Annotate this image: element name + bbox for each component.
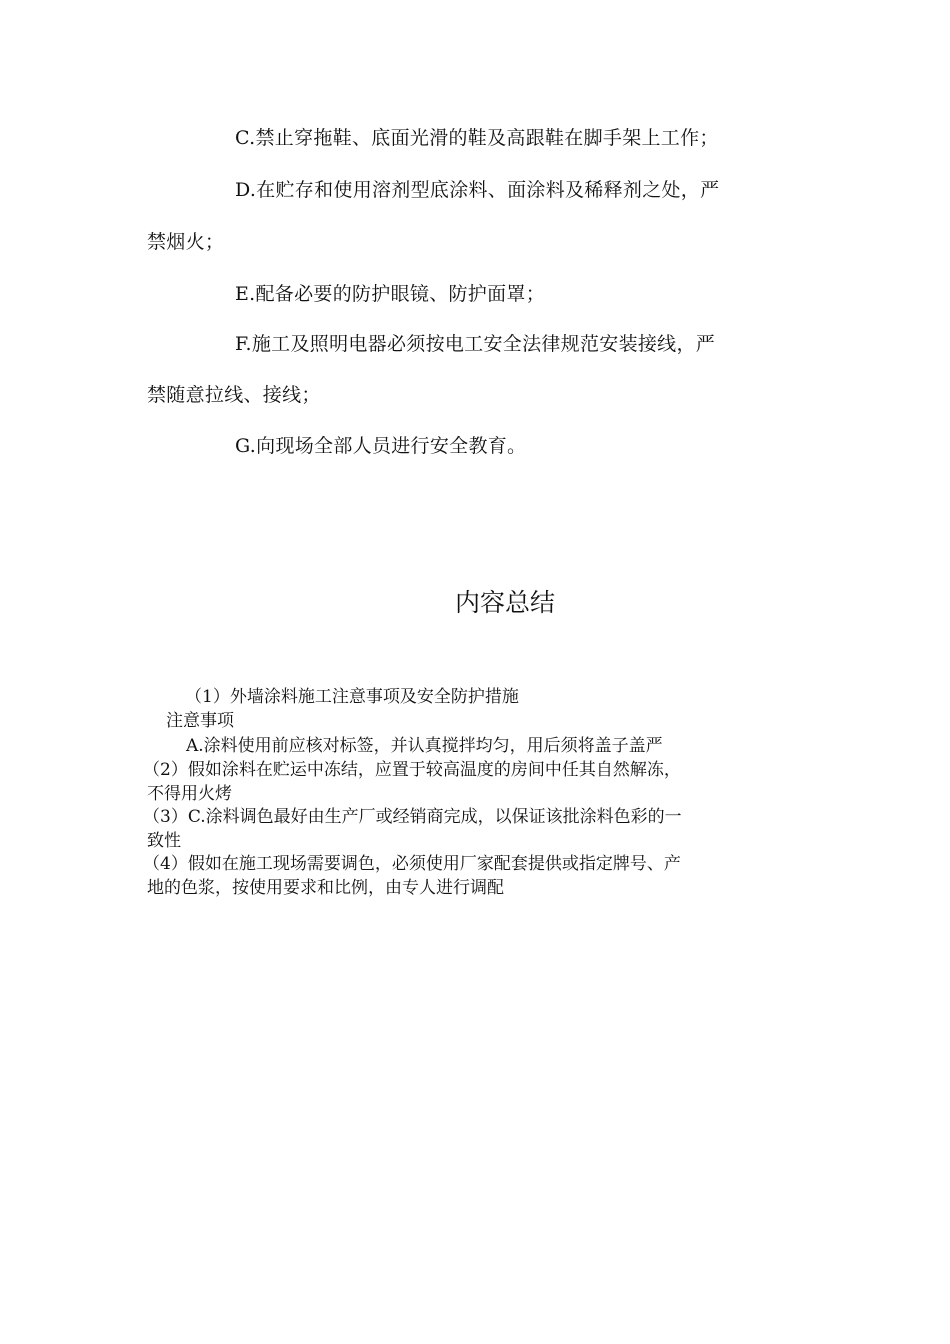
paragraph-g: G.向现场全部人员进行安全教育。 [235, 435, 527, 457]
paragraph-c: C.禁止穿拖鞋、底面光滑的鞋及高跟鞋在脚手架上工作； [235, 127, 719, 149]
paragraph-f-line-2: 禁随意拉线、接线； [147, 384, 321, 406]
summary-line: （3）C.涂料调色最好由生产厂或经销商完成，以保证该批涂料色彩的一 [143, 807, 682, 827]
paragraph-e: E.配备必要的防护眼镜、防护面罩； [235, 283, 546, 305]
summary-line: （4）假如在施工现场需要调色，必须使用厂家配套提供或指定牌号、产 [143, 854, 681, 874]
summary-line: A.涂料使用前应核对标签，并认真搅拌均匀，用后须将盖子盖严 [186, 736, 663, 756]
summary-line: 地的色浆，按使用要求和比例，由专人进行调配 [147, 878, 504, 898]
summary-line: （1）外墙涂料施工注意事项及安全防护措施 [185, 687, 519, 707]
summary-title: 内容总结 [454, 588, 555, 617]
paragraph-f-line-1: F.施工及照明电器必须按电工安全法律规范安装接线，严 [235, 333, 716, 355]
paragraph-d-line-2: 禁烟火； [147, 231, 225, 253]
summary-line: 注意事项 [166, 711, 234, 731]
summary-line: 不得用火烤 [147, 784, 232, 804]
summary-line: （2）假如涂料在贮运中冻结，应置于较高温度的房间中任其自然解冻， [143, 760, 681, 780]
paragraph-d-line-1: D.在贮存和使用溶剂型底涂料、面涂料及稀释剂之处，严 [235, 179, 720, 201]
summary-line: 致性 [147, 831, 181, 851]
